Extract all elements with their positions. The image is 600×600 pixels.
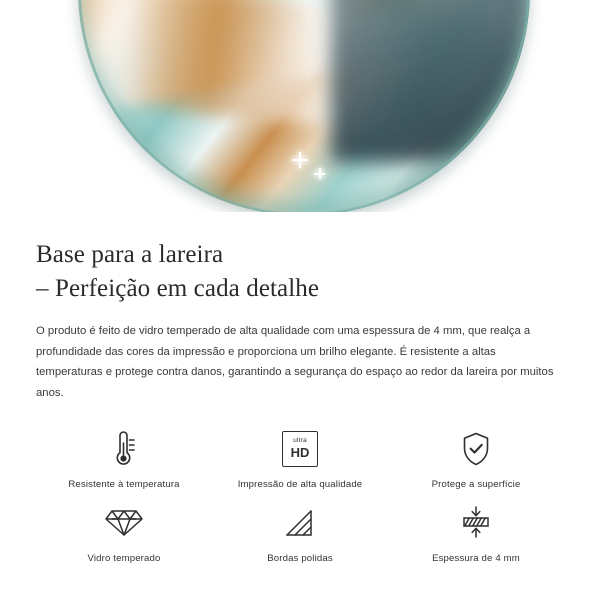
marble-dark-edge-decoration (331, 0, 530, 162)
shield-check-icon (458, 426, 494, 472)
feature-label: Vidro temperado (87, 552, 161, 564)
feature-item-tempered-glass (36, 500, 212, 564)
thickness-arrows-icon (456, 500, 496, 546)
headline-line-2: – Perfeição em cada detalhe (36, 274, 320, 302)
feature-item-print-quality (212, 426, 388, 490)
feature-item-surface-protection (388, 426, 564, 490)
feature-label: Resistente à temperatura (68, 478, 180, 490)
badge-main-text: HD (290, 444, 310, 460)
feature-label: Protege a superfície (431, 478, 521, 490)
thermometer-icon (107, 426, 141, 472)
page-title (36, 238, 564, 305)
feature-item-polished-edges (212, 500, 388, 564)
badge-top-text: ultra (293, 437, 307, 445)
glass-disc-image (78, 0, 530, 212)
diamond-icon (104, 500, 144, 546)
feature-label: Bordas polidas (267, 552, 333, 564)
feature-label: Impressão de alta qualidade (237, 478, 363, 490)
description-paragraph: O produto é feito de vidro temperado de alta qualidade com uma espessura de 4 mm, que realça a profundidade das cores da impressão e proporciona um brilho elegante. É resistente a altas temperaturas e protege contra danos, garantindo a segurança do espaço ao redor da lareira por muitos anos. (36, 325, 554, 400)
headline-line-1: Base para a lareira (36, 241, 224, 268)
feature-list (36, 426, 564, 564)
feature-item-temperature-resistant (36, 426, 212, 490)
hero-image (0, 0, 600, 212)
feature-item-thickness (388, 500, 564, 564)
feature-label: Espessura de 4 mm (432, 552, 520, 564)
content-area (0, 238, 600, 564)
polished-edges-icon (281, 500, 319, 546)
ultra-hd-badge-icon (282, 426, 318, 472)
